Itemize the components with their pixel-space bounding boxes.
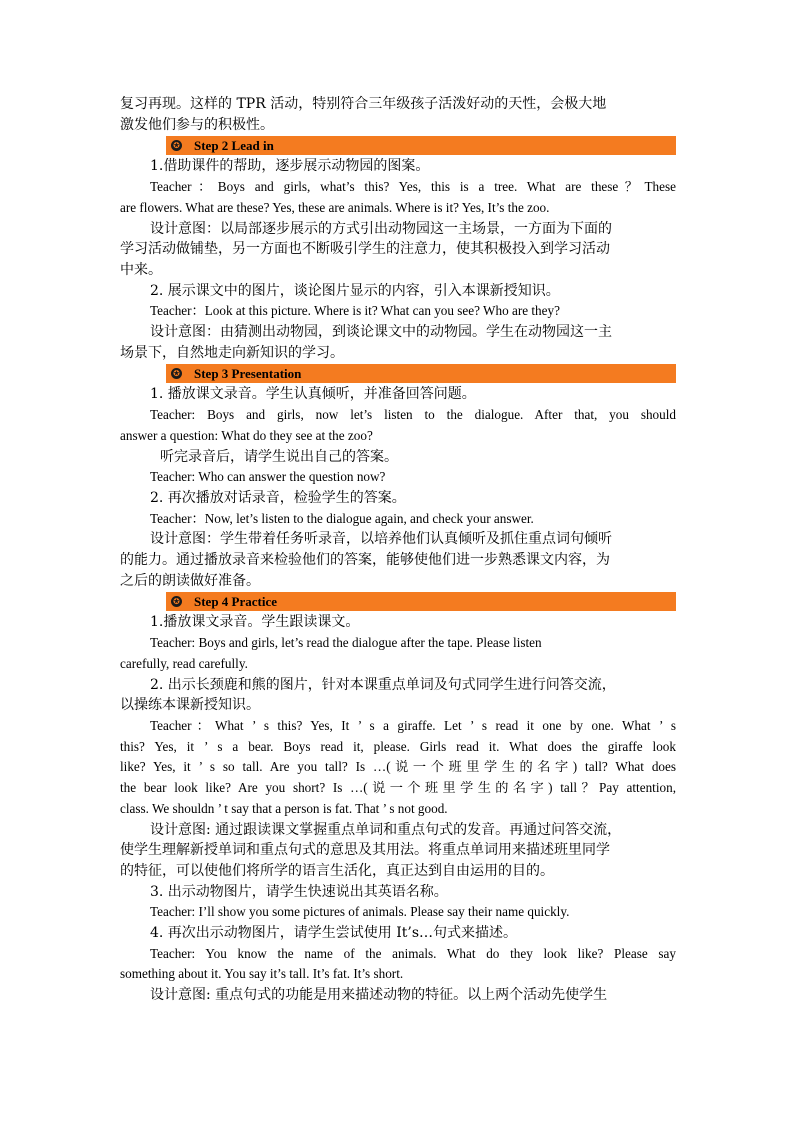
step-3-label: Step 3 Presentation: [194, 365, 302, 381]
teacher-line: Teacher: Who can answer the question now?: [150, 469, 386, 485]
step-2-header: [166, 136, 676, 155]
design-intent-line: 场景下，自然地走向新知识的学习。: [120, 344, 344, 361]
paragraph-line: 听完录音后，请学生说出自己的答案。: [160, 448, 398, 465]
teacher-line: Teacher: You know the name of the animals. What do they look like? Please say: [150, 945, 676, 961]
teacher-line: something about it. You say it’s tall. It’s fat. It’s short.: [120, 966, 404, 982]
paragraph-line: 3. 出示动物图片，请学生快速说出其英语名称。: [150, 883, 448, 900]
teacher-line: this? Yes, it ’ s a bear. Boys read it, please. Girls read it. What does the giraffe look: [120, 738, 676, 754]
step-3-header: [166, 364, 676, 383]
teacher-line: answer a question: What do they see at the zoo?: [120, 427, 373, 443]
teacher-line: are flowers. What are these? Yes, these are animals. Where is it? Yes, It’s the zoo.: [120, 199, 550, 215]
teacher-line: Teacher: Boys and girls, let’s read the dialogue after the tape. Please listen: [150, 635, 542, 651]
star-circle-icon: ✪: [171, 596, 182, 607]
paragraph-line: 1.播放课文录音。学生跟读课文。: [150, 614, 360, 631]
teacher-line: Teacher：Look at this picture. Where is it? What can you see? Who are they?: [150, 303, 560, 319]
teacher-line: the bear look like? Are you short? Is …(说一个班里学生的名字) tall？Pay attention,: [120, 780, 676, 796]
teacher-line: Teacher：What ’ s this? Yes, It ’ s a giraffe. Let ’ s read it one by one. What ’ s: [150, 717, 676, 733]
paragraph-line: 2. 再次播放对话录音，检验学生的答案。: [150, 489, 406, 506]
star-circle-icon: ✪: [171, 368, 182, 379]
teacher-line: class. We shouldn ’ t say that a person is fat. That ’ s not good.: [120, 800, 448, 816]
design-intent-line: 的能力。通过播放录音来检验他们的答案，能够使他们进一步熟悉课文内容，为: [120, 552, 610, 569]
paragraph-line: 4. 再次出示动物图片，请学生尝试使用 It’s…句式来描述。: [150, 925, 518, 942]
document-page: [120, 94, 676, 1006]
step-4-label: Step 4 Practice: [194, 593, 278, 609]
design-intent-line: 学习活动做铺垫，另一方面也不断吸引学生的注意力，使其积极投入到学习活动: [120, 241, 610, 258]
design-intent-line: 设计意图: 通过跟读课文掌握重点单词和重点句式的发音。再通过问答交流，: [150, 821, 622, 838]
teacher-line: like? Yes, it ’ s so tall. Are you tall? Is …(说一个班里学生的名字) tall? What does: [120, 759, 676, 775]
paragraph-line: 1. 播放课文录音。学生认真倾听，并准备回答问题。: [150, 386, 476, 403]
paragraph-line: 2. 展示课文中的图片，谈论图片显示的内容，引入本课新授知识。: [150, 282, 560, 299]
teacher-line: Teacher: I’ll show you some pictures of animals. Please say their name quickly.: [150, 904, 570, 920]
teacher-line: Teacher：Boys and girls, what’s this? Yes, this is a tree. What are these？These: [150, 179, 676, 195]
design-intent-line: 中来。: [120, 261, 162, 278]
teacher-line: Teacher：Now, let’s listen to the dialogue again, and check your answer.: [150, 510, 534, 526]
design-intent-line: 设计意图: 重点句式的功能是用来描述动物的特征。以上两个活动先使学生: [150, 987, 608, 1004]
design-intent-line: 的特征，可以使他们将所学的语言生活化，真正达到自由运用的目的。: [120, 862, 554, 879]
paragraph-line: 1.借助课件的帮助，逐步展示动物园的图案。: [150, 158, 430, 175]
step-2-label: Step 2 Lead in: [194, 137, 274, 153]
design-intent-line: 设计意图：学生带着任务听录音，以培养他们认真倾听及抓住重点词句倾听: [150, 531, 612, 548]
design-intent-line: 使学生理解新授单词和重点句式的意思及其用法。将重点单词用来描述班里同学: [120, 842, 610, 859]
teacher-line: Teacher: Boys and girls, now let’s listen to the dialogue. After that, you should: [150, 407, 676, 423]
paragraph-line: 以操练本课新授知识。: [120, 697, 260, 714]
teacher-line: carefully, read carefully.: [120, 655, 248, 671]
design-intent-line: 设计意图：由猜测出动物园，到谈论课文中的动物园。学生在动物园这一主: [150, 324, 612, 341]
design-intent-line: 设计意图：以局部逐步展示的方式引出动物园这一主场景，一方面为下面的: [150, 220, 612, 237]
paragraph-line: 复习再现。这样的 TPR 活动，特别符合三年级孩子活泼好动的天性，会极大地: [120, 96, 607, 112]
design-intent-line: 之后的朗读做好准备。: [120, 572, 260, 589]
star-circle-icon: ✪: [171, 140, 182, 151]
paragraph-line: 2. 出示长颈鹿和熊的图片，针对本课重点单词及句式同学生进行问答交流，: [150, 676, 616, 693]
paragraph-line: 激发他们参与的积极性。: [120, 116, 274, 133]
step-4-header: [166, 592, 676, 611]
